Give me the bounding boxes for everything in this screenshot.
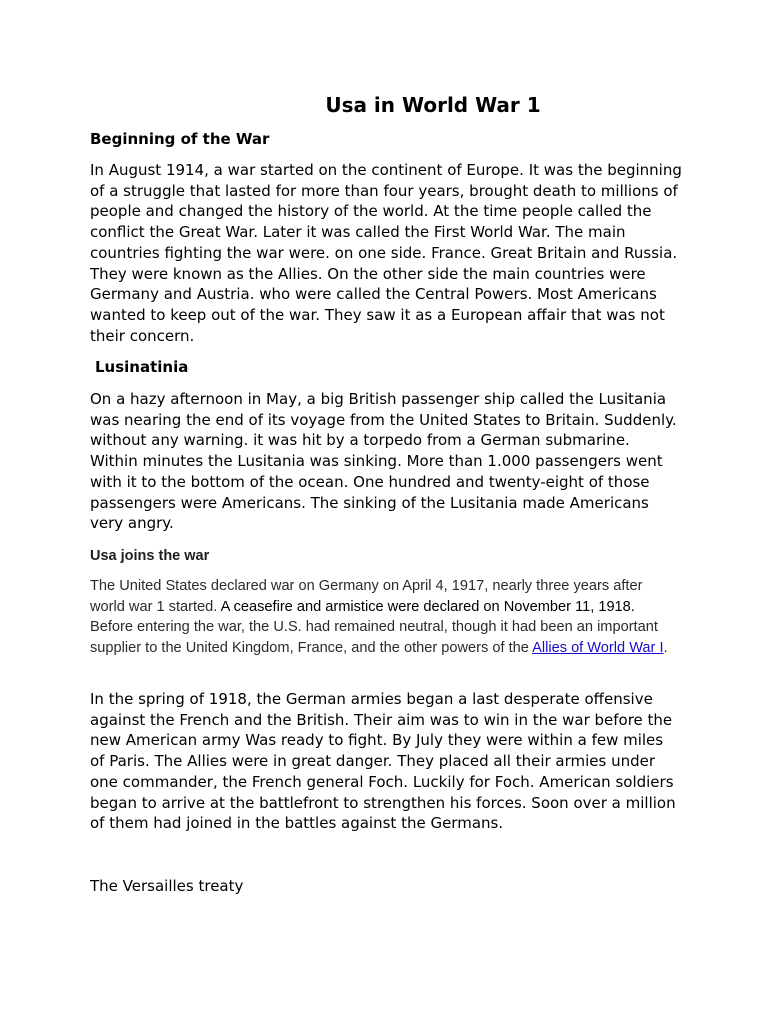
heading-lusitania: Lusinatinia bbox=[95, 358, 189, 376]
joins-text-part1: The United States declared war on Germany on April 4, 1917, nearly three years after world war 1 started. bbox=[90, 578, 643, 615]
heading-usa-joins-war: Usa joins the war bbox=[90, 548, 210, 564]
heading-beginning-of-war: Beginning of the War bbox=[90, 130, 270, 148]
paragraph-spring-1918: In the spring of 1918, the German armies began a last desperate offensive against the French and the British. Their aim was to win in the war before the new American army Was ready to fight. By July they were within a few miles of Paris. The Allies were in great danger. They placed all their armies under one commander, the French general Foch. Luckily for Foch. American soldiers began to arrive at the battlefront to strengthen his forces. Soon over a million of them had joined in the battles against the Germans. bbox=[90, 690, 676, 833]
paragraph-usa-joins-war bbox=[90, 576, 680, 659]
paragraph-lusitania: On a hazy afternoon in May, a big British passenger ship called the Lusitania was nearing the end of its voyage from the United States to Britain. Suddenly. without any warning. it was hit by a torpedo from a German submarine. Within minutes the Lusitania was sinking. More than 1.000 passengers went with it to the bottom of the ocean. One hundred and twenty-eight of those passengers were Americans. The sinking of the Lusitania made Americans very angry. bbox=[90, 390, 677, 533]
joins-text-armistice: A ceasefire and armistice were declared on November 11, 1918. bbox=[217, 598, 635, 615]
heading-versailles-treaty: The Versailles treaty bbox=[90, 877, 244, 895]
document-title: Usa in World War 1 bbox=[325, 93, 541, 117]
allies-of-world-war-link[interactable]: Allies of World War I bbox=[532, 640, 664, 657]
joins-text-part3: Before entering the war, the U.S. had remained neutral, though it had been an important supplier to the United Kingdom, France, and the other powers of the bbox=[90, 619, 658, 657]
joins-text-end: . bbox=[663, 640, 668, 657]
paragraph-beginning-of-war: In August 1914, a war started on the continent of Europe. It was the beginning of a struggle that lasted for more than four years, brought death to millions of people and changed the history of the world. At the time people called the conflict the Great War. Later it was called the First World War. The main countries fighting the war were. on one side. France. Great Britain and Russia. They were known as the Allies. On the other side the main countries were Germany and Austria. who were called the Central Powers. Most Americans wanted to keep out of the war. They saw it as a European affair that was not their concern. bbox=[90, 161, 682, 345]
